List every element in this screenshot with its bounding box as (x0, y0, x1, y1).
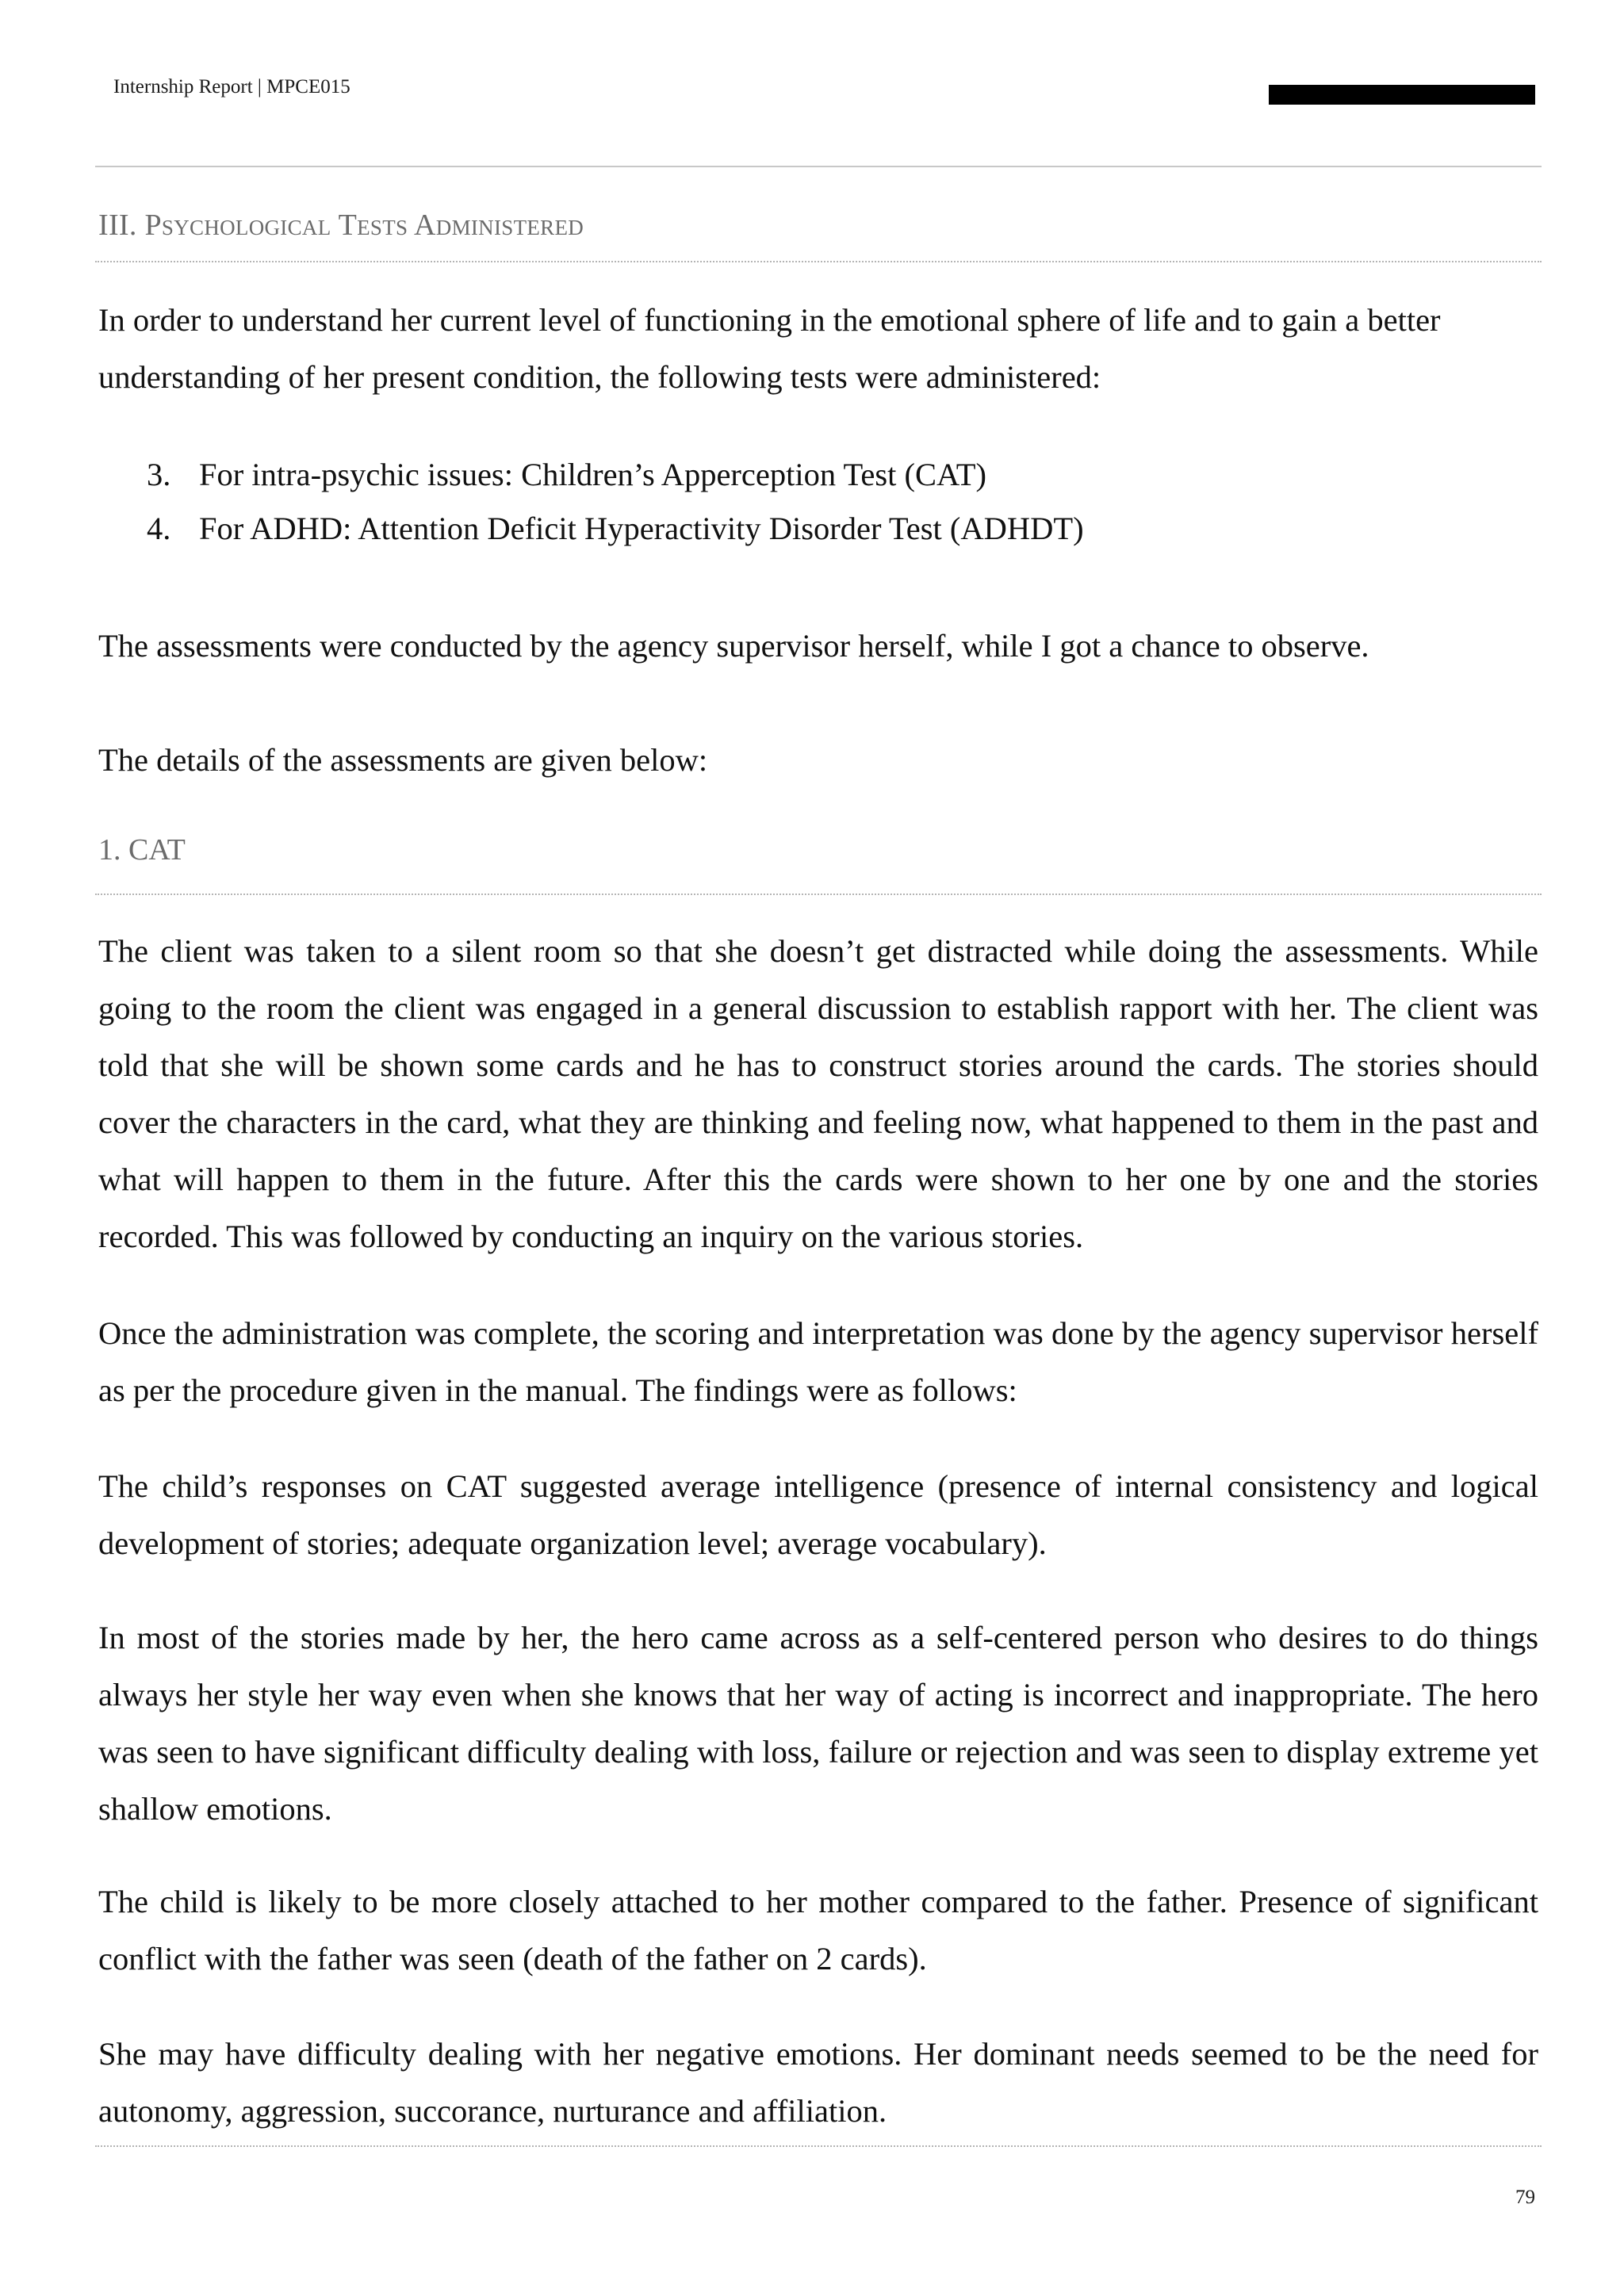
list-item-number: 4. (147, 511, 171, 546)
footer-divider (95, 2145, 1542, 2147)
details-intro: The details of the assessments are given below: (98, 742, 708, 778)
header-redaction-bar (1269, 85, 1535, 105)
subsection-divider (95, 894, 1542, 895)
list-item-number: 3. (147, 457, 171, 492)
section-title: III. Psychological Tests Administered (98, 209, 584, 242)
list-item (147, 446, 986, 503)
list-item (147, 500, 1084, 557)
body-paragraph: The child is likely to be more closely attached to her mother compared to the father. Presence of significant conflict with the father was seen (death of the father on 2 cards). (98, 1884, 1538, 1976)
section-divider (95, 261, 1542, 262)
header-title: Internship Report | MPCE015 (113, 76, 350, 98)
list-item-text: For ADHD: Attention Deficit Hyperactivity Disorder Test (ADHDT) (199, 511, 1084, 546)
body-paragraph: The client was taken to a silent room so that she doesn’t get distracted while doing the assessments. While going to the room the client was engaged in a general discussion to establish rapport with her. The client was told that she will be shown some cards and he has to construct stories around the cards. The stories should cover the characters in the card, what they are thinking and feeling now, what happened to them in the past and what will happen to them in the future. After this the cards were shown to her one by one and the stories recorded. This was followed by conducting an inquiry on the various stories. (98, 933, 1538, 1254)
assessment-note: The assessments were conducted by the agency supervisor herself, while I got a chance to observe. (98, 628, 1369, 664)
subsection-title: 1. CAT (98, 833, 186, 867)
page-number: 79 (1515, 2187, 1535, 2208)
body-paragraph: In most of the stories made by her, the hero came across as a self-centered person who desires to do things always her style her way even when she knows that her way of acting is incorrect and inappropriate. The hero was seen to have significant difficulty dealing with loss, failure or rejection and was seen to display extreme yet shallow emotions. (98, 1620, 1538, 1827)
body-paragraph: Once the administration was complete, the scoring and interpretation was done by the agency supervisor herself as per the procedure given in the manual. The findings were as follows: (98, 1315, 1538, 1408)
list-item-text: For intra-psychic issues: Children’s Apperception Test (CAT) (199, 457, 987, 492)
body-paragraph: She may have difficulty dealing with her negative emotions. Her dominant needs seemed to be the need for autonomy, aggression, succorance, nurturance and affiliation. (98, 2036, 1538, 2129)
body-paragraph: The child’s responses on CAT suggested average intelligence (presence of internal consistency and logical development of stories; adequate organization level; average vocabulary). (98, 1468, 1538, 1561)
intro-paragraph: In order to understand her current level of functioning in the emotional sphere of life and to gain a better understanding of her present condition, the following tests were administered: (98, 302, 1441, 395)
header-divider (95, 166, 1542, 167)
